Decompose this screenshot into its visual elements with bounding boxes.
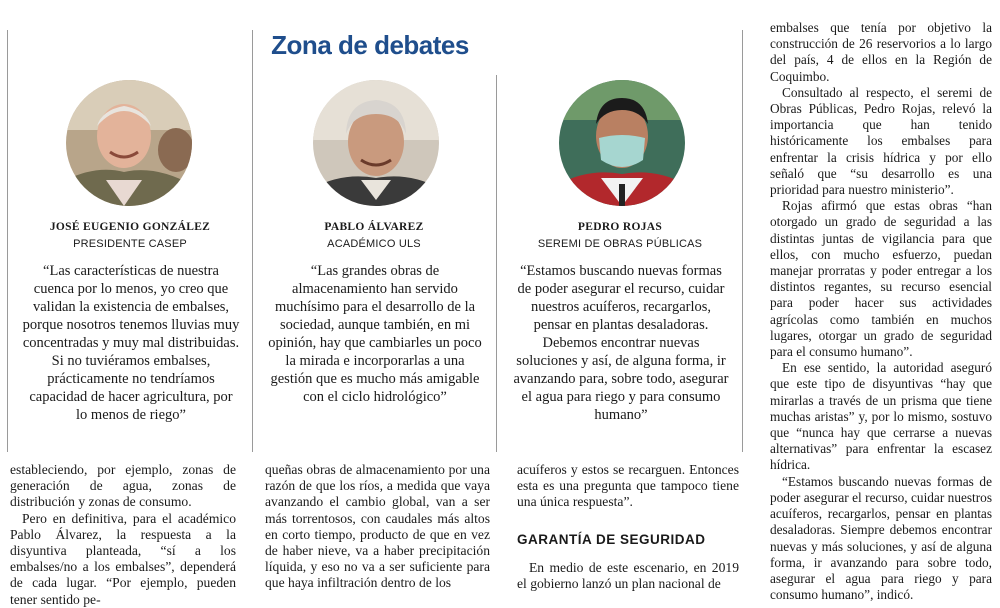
person-role: SEREMI DE OBRAS PÚBLICAS — [537, 238, 703, 250]
person-name: PEDRO ROJAS — [577, 221, 663, 233]
column-divider — [252, 30, 253, 452]
quote-pedro-rojas: “Estamos buscando nuevas formas de poder asegurar el recurso, cuidar nuestros acuíferos, recargarlos, pensar en plantas desaladoras. Debemos encontrar nuevas soluciones y así, de alguna forma, ir avanzando para, sobre todo, asegurar el agua para riego y para consumo humano” — [513, 263, 729, 423]
column-divider — [7, 30, 8, 452]
person-role: ACADÉMICO ULS — [327, 238, 421, 250]
quote-pablo-alvarez: “Las grandes obras de almacenamiento han servido muchísimo para el desarrollo de la sociedad, aunque también, en mi opinión, hay que cambiarles un poco la mirada e incorporarlas a una gestión que es mucho más amigable con el ciclo hidrológico” — [268, 263, 482, 405]
article-column-3-top — [517, 462, 739, 511]
paragraph: acuíferos y estos se recarguen. Entonces esta es una pregunta que tampoco tiene una única respuesta”. — [517, 462, 739, 510]
paragraph: embalses que tenía por objetivo la construcción de 26 reservorios a lo largo del país, 4 de ellos en la Región de Coquimbo. — [770, 20, 992, 84]
paragraph: “Estamos buscando nuevas formas de poder asegurar el recurso, cuidar nuestros acuíferos, recargarlos, pensar en plantas desaladoras. Siempre debemos encontrar nuevas y más soluciones, y así de alguna forma, ir avanzando para sobre todo, asegurar el agua para riego y para consumo humano”, indicó. — [770, 473, 992, 603]
portrait-jose-eugenio-gonzalez — [66, 80, 192, 206]
article-column-4 — [770, 20, 992, 603]
paragraph: En ese sentido, la autoridad aseguró que este tipo de disyuntivas “hay que mirarlas a través de un prisma que tiene muchas aristas” y, por lo mismo, sostuvo que “nunca hay que cerrarse a nuevas alternativas” para enfrentar la escasez hídrica. — [770, 360, 992, 473]
section-title: Zona de debates — [271, 30, 469, 60]
person-name: PABLO ÁLVAREZ — [324, 221, 424, 233]
article-column-1 — [10, 462, 236, 608]
portrait-pedro-rojas — [559, 80, 685, 206]
person-name: JOSÉ EUGENIO GONZÁLEZ — [49, 221, 211, 233]
paragraph: Rojas afirmó que estas obras “han otorgado un grado de seguridad a las distintas juntas de vigilancia para que ellos, con mucho esfuerzo, puedan manejar prorratas y poder entregar a los distintos regantes, su recurso esencial para poder hacer sus actividades agrícolas como también en muchos lugares, otorgar un grado de seguridad para el consumo humano”. — [770, 198, 992, 360]
paragraph: estableciendo, por ejemplo, zonas de generación de agua, zonas de distribución y zonas de consumo. — [10, 462, 236, 510]
paragraph: En medio de este escenario, en 2019 el gobierno lanzó un plan nacional de — [517, 560, 739, 592]
person-role: PRESIDENTE CASEP — [73, 238, 187, 250]
paragraph: Pero en definitiva, para el académico Pablo Álvarez, la respuesta a la disyuntiva planteada, “sí a los embalses/no a los embalses”, dependerá de cada lugar. “Por ejemplo, pueden tener sentido pe- — [10, 510, 236, 607]
subheading: GARANTÍA DE SEGURIDAD — [517, 532, 706, 547]
portrait-pablo-alvarez — [313, 80, 439, 206]
article-column-3-bottom — [517, 560, 739, 592]
column-divider — [496, 75, 497, 452]
quote-jose-eugenio-gonzalez: “Las características de nuestra cuenca por lo menos, yo creo que validan la existencia de embalses, porque nosotros tenemos lluvias muy concentradas y muy mal distribuidas. Si no tuviéramos embalses, prácticamente no tendríamos capacidad de hacer agricultura, por lo menos de riego” — [22, 263, 240, 423]
paragraph: Consultado al respecto, el seremi de Obras Públicas, Pedro Rojas, relevó la importancia que han tenido históricamente los embalses para enfrentar la crisis hídrica y por ello señaló que “su desarrollo es una prioridad para nuestro ministerio”. — [770, 84, 992, 198]
article-column-2 — [265, 462, 490, 592]
paragraph: queñas obras de almacenamiento por una razón de que los ríos, a medida que vaya avanzando el cambio global, van a ser más torrentosos, con caudales más altos en corto tiempo, producto de que en vez de haber nieve, va a haber precipitación líquida, y eso no va a ser suficiente para que haya infiltración dentro de los — [265, 462, 490, 591]
column-divider — [742, 30, 743, 452]
